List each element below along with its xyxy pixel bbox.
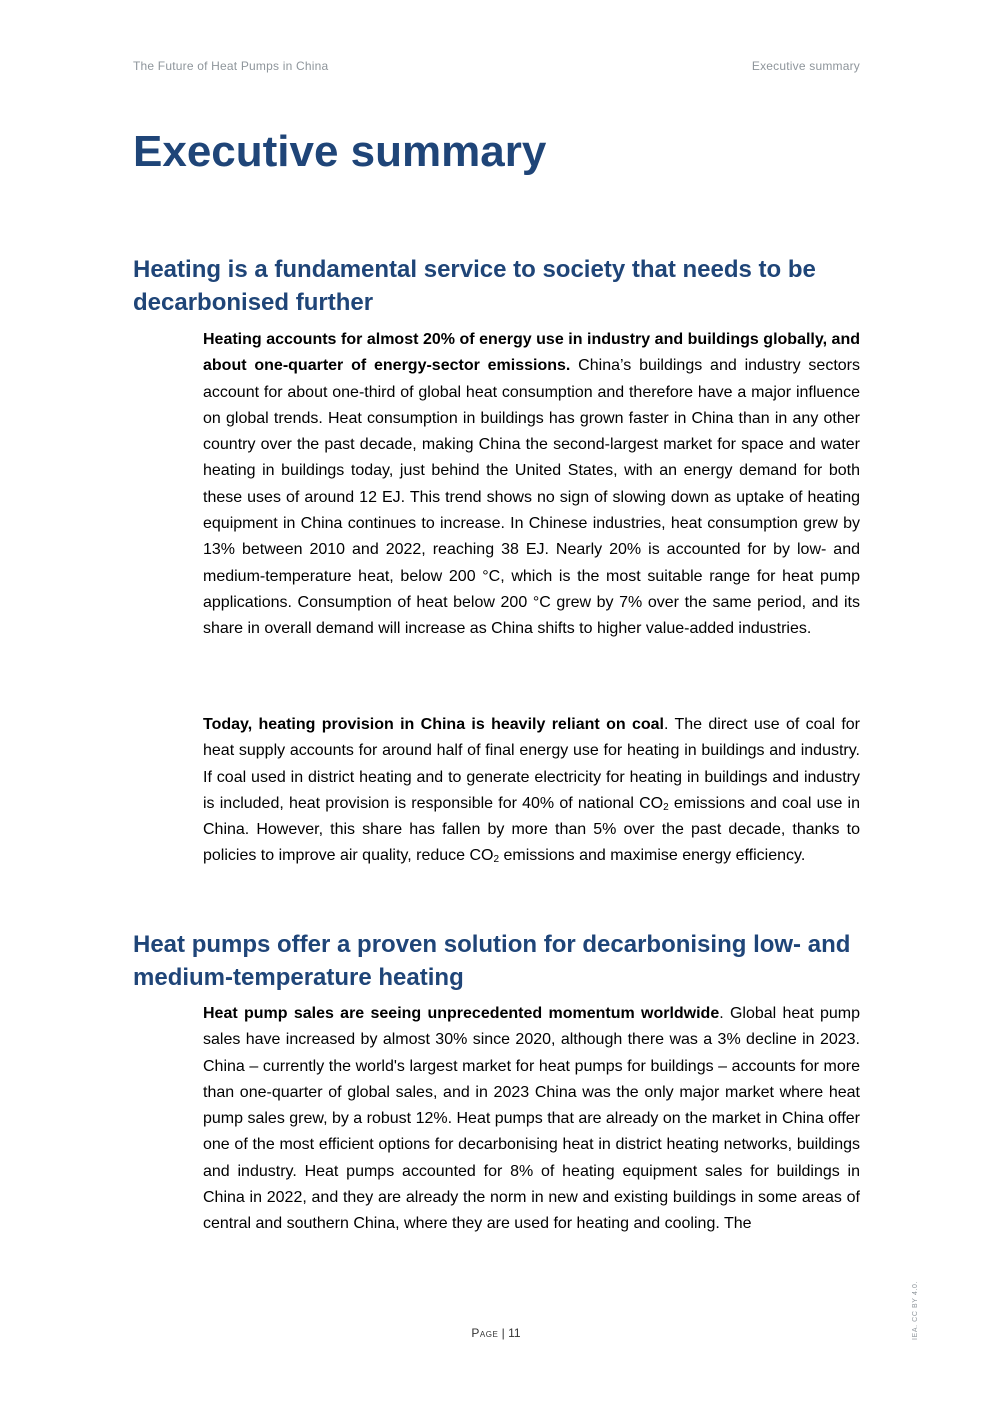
subscript: 2: [493, 854, 500, 866]
paragraph-lead: Today, heating provision in China is heavily reliant on coal: [203, 716, 664, 733]
page-label: Page: [471, 1326, 499, 1340]
paragraph-heat-pump-sales: [203, 1001, 860, 1238]
section-heading-heat-pumps: Heat pumps offer a proven solution for decarbonising low- and medium-temperature heating: [133, 931, 851, 991]
chapter-title: Executive summary: [751, 59, 860, 73]
license-notice: IEA. CC BY 4.0.: [912, 1280, 919, 1340]
page-title: Executive summary: [133, 127, 547, 176]
paragraph-body: emissions and coal use in China. However, this share has fallen by more than 5% over the past decade, thanks to policies to improve air quality, reduce CO: [203, 794, 861, 865]
paragraph-body: . Global heat pump sales have increased by almost 30% since 2020, although there was a 3% decline in 2023. China – currently the world's largest market for heat pumps for buildings – accounts for more than one-quarter of global sales, and in 2023 China was the only major market where heat pump sales grew, by a robust 12%. Heat pumps that are already on the market in China offer one of the most efficient options for decarbonising heat in district heating networks, buildings and industry. Heat pumps accounted for 8% of heating equipment sales for buildings in China in 2022, and they are already the norm in new and existing buildings in some areas of central and southern China, where they are used for heating and cooling. The: [203, 1005, 860, 1233]
paragraph-body: . The direct use of coal for heat supply accounts for around half of final energy use for heating in buildings and industry. If coal used in district heating and to generate electricity for heating in buildings and industry is included, heat provision is responsible for 40% of national CO: [203, 716, 861, 812]
paragraph-lead: Heat pump sales are seeing unprecedented momentum worldwide: [203, 1005, 720, 1022]
paragraph-body: emissions and maximise energy efficiency.: [499, 847, 806, 865]
section-heading-heating: Heating is a fundamental service to society that needs to be decarbonised further: [133, 256, 816, 316]
subscript: 2: [663, 801, 669, 813]
page-number: 11: [508, 1326, 521, 1340]
paragraph-lead: Heating accounts for almost 20% of energy use in industry and buildings globally, and about one-quarter of energy-sector emissions.: [203, 331, 860, 375]
report-title: The Future of Heat Pumps in China: [133, 59, 329, 73]
page-footer: [0, 1326, 992, 1340]
paragraph-body: China’s buildings and industry sectors account for about one-third of global heat consumption and therefore have a major influence on global trends. Heat consumption in buildings has grown faster in China than in any other country over the past decade, making China the second-largest market for space and water heating in buildings today, just behind the United States, with an energy demand for both these uses of around 12 EJ. This trend shows no sign of slowing down as uptake of heating equipment in China continues to increase. In Chinese industries, heat consumption grew by 13% between 2010 and 2022, reaching 38 EJ. Nearly 20% is accounted for by low- and medium-temperature heat, below 200 °C, which is the most suitable range for heat pump applications. Consumption of heat below 200 °C grew by 7% over the same period, and its share in overall demand will increase as China shifts to higher value-added industries.: [203, 357, 860, 638]
paragraph-heating-energy-use: [203, 327, 860, 643]
paragraph-coal-reliance: [203, 712, 860, 870]
page-separator: |: [498, 1326, 509, 1340]
